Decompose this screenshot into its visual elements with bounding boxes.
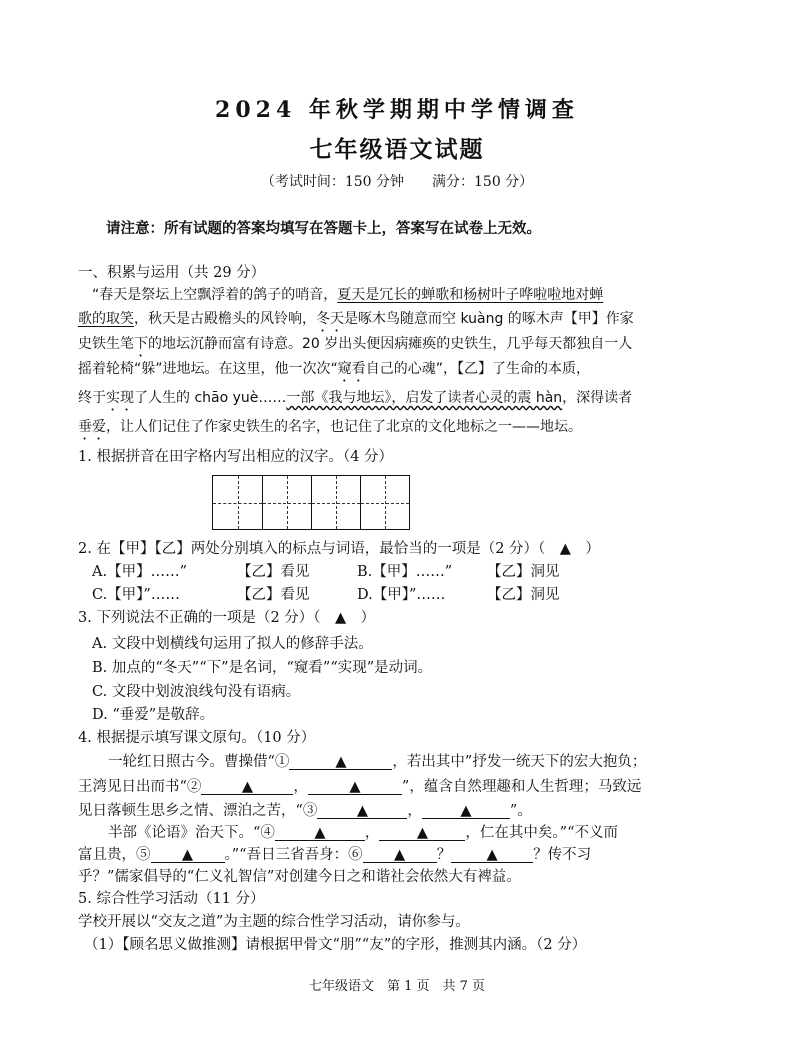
q3-option-d: D. “垂爱”是敬辞。 — [92, 707, 215, 723]
q4-line-1: 一轮红日照古今。曹操借“① ▲ ，若出其中”抒发一统天下的宏大抱负； — [108, 754, 647, 770]
q4-line-2: 王湾见日出而书“② ▲ ， ▲ ”，蕴含自然理趣和人生哲理；马致远 — [78, 779, 642, 795]
answer-blank-5[interactable]: ▲ — [151, 848, 225, 863]
exam-subtitle: 七年级语文试题 — [309, 136, 485, 163]
q3-option-c: C. 文段中划波浪线句没有语病。 — [92, 684, 301, 700]
passage-line-3: 史铁生笔下的地坛沉静而富有诗意。20 岁出头便因病瘫痪的史铁生，几乎每天都独自一人 — [78, 336, 633, 352]
tianzige-grid[interactable] — [212, 475, 410, 530]
answer-blank-6a[interactable]: ▲ — [363, 848, 437, 863]
dotted-word-dongtian: 冬天 — [316, 311, 344, 327]
passage-line-6: 垂爱，让人们记住了作家史铁生的名字，也记住了北京的文化地标之一——地坛。 — [78, 419, 582, 435]
underlined-sentence: 夏天是冗长的蝉歌和杨树叶子哗啦啦地对蝉 — [337, 287, 604, 303]
q2-option-c-2: 【乙】看见 — [237, 587, 310, 603]
answer-blank-4b[interactable]: ▲ — [379, 826, 465, 841]
answer-blank-2a[interactable]: ▲ — [201, 780, 293, 795]
q4-line-4: 半部《论语》治天下。“④ ▲ ， ▲ ，仁在其中矣。”“不义而 — [108, 825, 618, 841]
q3-option-b: B. 加点的“冬天”“下”是名词，“窥看”“实现”是动词。 — [92, 660, 433, 676]
question-1: 1. 根据拼音在田字格内写出相应的汉字。（4 分） — [78, 449, 394, 465]
q4-line-6: 乎？”儒家倡导的“仁义礼智信”对创建今日之和谐社会依然大有裨益。 — [78, 869, 521, 885]
answer-blank-6b[interactable]: ▲ — [451, 848, 533, 863]
answer-blank-3a[interactable]: ▲ — [317, 804, 407, 819]
q2-option-b-2: 【乙】洞见 — [487, 564, 560, 580]
answer-blank-3b[interactable]: ▲ — [422, 804, 510, 819]
answer-blank-4a[interactable]: ▲ — [275, 826, 365, 841]
grid-cell[interactable] — [360, 476, 409, 529]
q2-option-a-2: 【乙】看见 — [237, 564, 310, 580]
exam-title: 2024 年秋学期期中学情调查 — [215, 97, 579, 123]
q5-intro: 学校开展以“交友之道”为主题的综合性学习活动，请你参与。 — [78, 914, 470, 930]
q5-subquestion-1: （1）【顾名思义做推测】请根据甲骨文“朋”“友”的字形，推测其内涵。（2 分） — [84, 937, 587, 953]
passage-line-5: 终于实现了人生的 chāo yuè……一部《我与地坛》，启发了读者心灵的震 hàn，深得读者 — [78, 390, 633, 406]
wavy-underlined-sentence: 一部《我与地坛》，启发了读者心灵的震 hàn — [286, 390, 563, 406]
q2-option-d-2: 【乙】洞见 — [487, 587, 560, 603]
answer-blank-1[interactable]: ▲ — [289, 755, 392, 770]
q2-option-d: D.【甲】”…… — [357, 587, 446, 603]
notice: 请注意：所有试题的答案均填写在答题卡上，答案写在试卷上无效。 — [106, 220, 541, 237]
q3-option-a: A. 文段中划横线句运用了拟人的修辞手法。 — [92, 636, 373, 652]
question-5: 5. 综合性学习活动（11 分） — [78, 891, 265, 907]
grid-cell[interactable] — [262, 476, 311, 529]
dotted-word-shixian: 实现 — [106, 390, 134, 406]
section-title: 一、积累与运用（共 29 分） — [78, 265, 266, 281]
q2-option-a: A.【甲】……” — [92, 564, 187, 580]
answer-blank-2b[interactable]: ▲ — [308, 780, 402, 795]
passage-line-2: 歌的取笑，秋天是古殿檐头的风铃响，冬天是啄木鸟随意而空 kuàng 的啄木声【甲】作家 — [78, 311, 634, 327]
exam-info: （考试时间：150 分钟 满分：150 分） — [260, 174, 534, 190]
question-3: 3. 下列说法不正确的一项是（2 分）（ ▲ ） — [78, 610, 376, 626]
grid-cell[interactable] — [311, 476, 360, 529]
q2-option-c: C.【甲】”…… — [92, 587, 180, 603]
grid-cell[interactable] — [213, 476, 262, 529]
dotted-word-xia: 下 — [134, 336, 148, 352]
dotted-word-kuikan: 窥看 — [337, 361, 366, 377]
passage-line-1: “春天是祭坛上空飘浮着的鸽子的哨音，夏天是冗长的蝉歌和杨树叶子哗啦啦地对蝉 — [92, 287, 604, 303]
dotted-word-chuiai: 垂爱 — [78, 419, 106, 435]
question-4: 4. 根据提示填写课文原句。（10 分） — [78, 730, 316, 746]
page-footer: 七年级语文 第 1 页 共 7 页 — [308, 979, 486, 994]
question-2: 2. 在【甲】【乙】两处分别填入的标点与词语，最恰当的一项是（2 分）（ ▲ ） — [78, 541, 600, 557]
q4-line-3: 见日落顿生思乡之情、漂泊之苦，“③ ▲ ， ▲ ”。 — [78, 803, 532, 819]
q4-line-5: 富且贵，⑤ ▲ 。”“吾日三省吾身：⑥ ▲ ？ ▲ ？传不习 — [78, 847, 592, 863]
passage-line-4: 摇着轮椅“躲”进地坛。在这里，他一次次“窥看自己的心魂”，【乙】了生命的本质， — [78, 361, 591, 377]
q2-option-b: B.【甲】……” — [357, 564, 453, 580]
